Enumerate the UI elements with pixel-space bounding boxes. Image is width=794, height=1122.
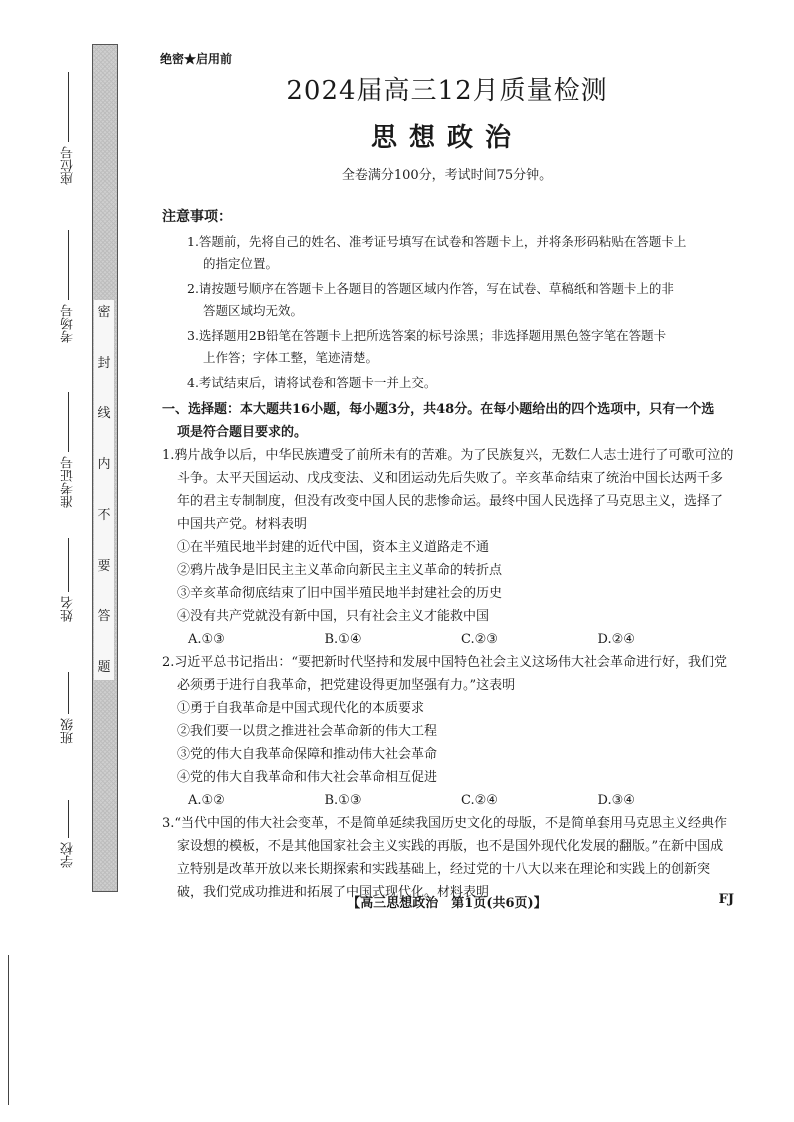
note-line: 4.考试结束后，请将试卷和答题卡一并上交。 xyxy=(187,375,437,390)
choice-c: C.②③ xyxy=(461,632,498,647)
choice-c: C.②④ xyxy=(461,793,498,808)
question-1 xyxy=(162,444,734,651)
seal-line-notice xyxy=(94,300,114,680)
fill-line xyxy=(68,672,69,714)
seal-char: 答 xyxy=(97,609,111,625)
field-label: 姓名 xyxy=(60,596,76,622)
exam-title: 2024届高三12月质量检测 xyxy=(286,76,608,106)
notes-list xyxy=(187,231,732,394)
field-label: 学校 xyxy=(60,842,76,868)
note-line: 3.选择题用2B铅笔在答题卡上把所选答案的标号涂黑；非选择题用黑色签字笔在答题卡 xyxy=(187,328,667,343)
fill-line xyxy=(68,392,69,452)
choice-a: A.①② xyxy=(188,793,225,808)
choice-d: D.②④ xyxy=(597,632,635,647)
question-3 xyxy=(162,812,734,904)
question-stem: 3.“当代中国的伟大社会变革，不是简单延续我国历史文化的母版，不是简单套用马克思主义经典作家设想的模板，不是其他国家社会主义实践的再版，也不是国外现代化发展的翻版。”在新中国成立特别是改革开放以来长期探索和实践基础上，经过党的十八大以来在理论和实践上的创新突破，我们党成功推进和拓展了中国式现代化。材料表明 xyxy=(162,816,728,900)
seal-char: 要 xyxy=(97,558,111,574)
choice-a: A.①③ xyxy=(188,632,225,647)
seal-char: 封 xyxy=(97,355,111,371)
field-label: 座位号 xyxy=(60,146,76,185)
answer-choices xyxy=(162,628,734,651)
field-name[interactable] xyxy=(56,538,80,622)
question-option: ③党的伟大自我革命保障和推动伟大社会革命 xyxy=(177,747,438,762)
field-admission-number[interactable] xyxy=(56,392,80,508)
page-label: 【高三思想政治 第1页(共6页)】 xyxy=(347,896,547,911)
choice-d: D.③④ xyxy=(597,793,635,808)
question-option: ④党的伟大自我革命和伟大社会革命相互促进 xyxy=(177,770,438,785)
field-school[interactable] xyxy=(56,800,80,868)
seal-char: 线 xyxy=(97,406,111,422)
region-code: FJ xyxy=(718,892,734,907)
score-info: 全卷满分100分，考试时间75分钟。 xyxy=(341,168,553,183)
field-class[interactable] xyxy=(56,672,80,744)
seal-char: 题 xyxy=(97,659,111,675)
fill-line xyxy=(68,538,69,592)
fill-line xyxy=(68,230,69,300)
question-option: ①在半殖民地半封建的近代中国，资本主义道路走不通 xyxy=(177,540,490,555)
question-stem: 2.习近平总书记指出：“要把新时代坚持和发展中国特色社会主义这场伟大社会革命进行好，我们党必须勇于进行自我革命，把党建设得更加坚强有力。”这表明 xyxy=(162,655,728,693)
page-footer xyxy=(160,892,734,911)
seal-char: 不 xyxy=(97,507,111,523)
question-option: ④没有共产党就没有新中国，只有社会主义才能救中国 xyxy=(177,609,490,624)
subject-title: 思想政治 xyxy=(370,123,523,153)
question-option: ①勇于自我革命是中国式现代化的本质要求 xyxy=(177,701,425,716)
field-label: 考场号 xyxy=(60,304,76,343)
question-option: ②我们要一以贯之推进社会革命新的伟大工程 xyxy=(177,724,438,739)
scan-edge-line xyxy=(8,955,9,1105)
answer-choices xyxy=(162,789,734,812)
notes-heading: 注意事项： xyxy=(162,209,232,225)
fill-line xyxy=(68,800,69,838)
note-line: 1.答题前，先将自己的姓名、准考证号填写在试卷和答题卡上，并将条形码粘贴在答题卡上 xyxy=(187,234,687,249)
note-line: 2.请按题号顺序在答题卡上各题目的答题区域内作答，写在试卷、草稿纸和答题卡上的非 xyxy=(187,281,674,296)
question-2 xyxy=(162,651,734,812)
field-label: 准考证号 xyxy=(60,456,76,508)
section-heading: 一、选择题：本大题共16小题，每小题3分，共48分。在每小题给出的四个选项中，只有一个选 xyxy=(162,402,715,417)
seal-char: 密 xyxy=(97,305,111,320)
note-line: 上作答；字体工整，笔迹清楚。 xyxy=(203,350,379,365)
fill-line xyxy=(68,72,69,142)
confidential-mark: 绝密★启用前 xyxy=(160,52,233,66)
question-option: ③辛亥革命彻底结束了旧中国半殖民地半封建社会的历史 xyxy=(177,586,503,601)
section-heading-cont: 项是符合题目要求的。 xyxy=(177,425,308,440)
note-line: 答题区域均无效。 xyxy=(203,303,304,318)
seal-char: 内 xyxy=(97,457,111,473)
choice-b: B.①③ xyxy=(324,793,362,808)
question-stem: 1.鸦片战争以后，中华民族遭受了前所未有的苦难。为了民族复兴，无数仁人志士进行了可歌可泣的斗争。太平天国运动、戊戌变法、义和团运动先后失败了。辛亥革命结束了统治中国长达两千多年的君主专制制度，但没有改变中国人民的悲惨命运。最终中国人民选择了马克思主义，选择了中国共产党。材料表明 xyxy=(162,448,734,532)
field-exam-room[interactable] xyxy=(56,230,80,343)
choice-section xyxy=(162,398,734,904)
choice-b: B.①④ xyxy=(324,632,362,647)
field-seat-number[interactable] xyxy=(56,72,80,185)
field-label: 班级 xyxy=(60,718,76,744)
note-line: 的指定位置。 xyxy=(203,256,279,271)
question-option: ②鸦片战争是旧民主主义革命向新民主主义革命的转折点 xyxy=(177,563,503,578)
